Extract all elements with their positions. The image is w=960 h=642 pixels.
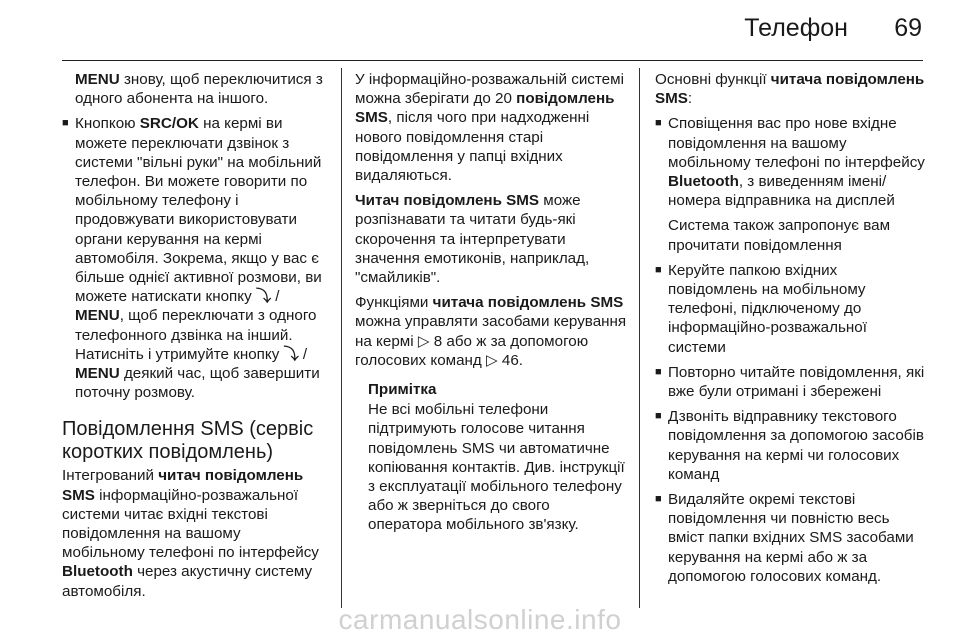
bold-term: читач повідомлень SMS — [62, 467, 304, 504]
text-run: знову, щоб переключитися з одного абонента на іншого. — [75, 71, 323, 108]
text-run: може розпізнавати та читати будь-які скорочення та інтерпретувати значення емотиконів, наприклад, "смайликів". — [355, 192, 590, 287]
text-run: Інтегрований — [62, 467, 159, 485]
paragraph-sms-reader — [62, 466, 324, 600]
bold-term: Bluetooth — [62, 563, 133, 581]
column-2 — [355, 70, 627, 535]
text-run: : — [687, 90, 693, 108]
header-divider — [62, 60, 923, 61]
text-run: , щоб переключати з одного телефонного дзвінка на інший. Натисніть і утримуйте кнопку — [75, 307, 317, 363]
bullet-delete: ■ Видаляйте окремі текстові повідомлення чи повністю весь вміст папки вхідних SMS засобами керування на кермі або ж за допомогою голосових команд. — [655, 490, 927, 586]
paragraph-menu-switch — [62, 70, 324, 108]
paragraph-sms-abbreviations — [355, 191, 627, 287]
text-run: / — [271, 288, 280, 306]
bullet-notification — [655, 114, 927, 210]
paragraph-offer-read: Система також запропонує вам прочитати повідомлення — [668, 217, 891, 254]
text-run: , після чого при надходженні нового повідомлення старі повідомлення у папці вхідних видаляються. — [355, 109, 590, 185]
page-number: 69 — [894, 14, 922, 42]
paragraph-main-functions — [655, 70, 927, 108]
text-run: інформаційно-розважальної системи читає вхідні текстові повідомлення на вашому мобільному телефоні по інтерфейсу — [62, 486, 319, 562]
bold-term: повідомлень SMS — [355, 90, 615, 127]
bullet-src-ok — [62, 114, 324, 402]
reference-arrow-icon: ▷ — [486, 351, 498, 369]
note-box — [368, 380, 627, 535]
watermark: carmanualsonline.info — [338, 604, 622, 635]
text-run: У інформаційно-розважальній системі можна зберігати до 20 — [355, 71, 624, 108]
text-run: / — [298, 345, 308, 363]
bold-term: SRC/OK — [139, 115, 199, 133]
text-run: 46. — [497, 351, 524, 369]
paragraph-sms-storage — [355, 70, 627, 185]
bold-term: MENU — [75, 307, 120, 325]
column-1 — [62, 70, 324, 607]
text-run: Сповіщення вас про нове вхідне повідомлення на вашому мобільному телефоні по інтерфейсу — [668, 115, 925, 171]
bullet-reread: ■ Повторно читайте повідомлення, які вже були отримані і збережені — [655, 363, 927, 401]
text-run: деякий час, щоб завершити поточну розмову. — [75, 365, 320, 402]
phone-hangup-icon: ⤵ — [283, 345, 299, 363]
bold-term: читача повідомлень SMS — [655, 71, 925, 108]
note-text: Не всі мобільні телефони підтримують голосове читання повідомлень SMS чи автоматичне копіювання контактів. Див. інструкції з експлуатації мобільного телефону або ж зверніться до свого оператора мобільного зв'язку. — [368, 401, 625, 534]
column-divider-2 — [639, 68, 640, 608]
bold-term: Читач повідомлень SMS — [355, 192, 540, 210]
header-title: Телефон — [744, 14, 848, 42]
bullet-call-sender: ■ Дзвоніть відправнику текстового повідомлення за допомогою засобів керування на кермі чи голосових команд — [655, 407, 927, 484]
text-run: Основні функції — [655, 71, 771, 88]
column-divider-1 — [341, 68, 342, 608]
phone-hangup-icon: ⤵ — [255, 288, 272, 306]
text-run: Функціями — [355, 294, 433, 312]
bold-term: читача повідомлень SMS — [432, 294, 624, 312]
reference-arrow-icon: ▷ — [417, 332, 430, 350]
text-run: через акустичну систему автомобіля. — [62, 563, 313, 600]
bullet-manage-inbox: ■ Керуйте папкою вхідних повідомлень на мобільному телефоні, підключеному до інформаційно-розважальної системи — [655, 261, 927, 357]
text-run: 8 або ж за допомогою голосових команд — [355, 332, 589, 369]
bold-term: MENU — [75, 71, 120, 88]
paragraph-sms-controls — [355, 293, 627, 370]
bold-term: Bluetooth — [668, 173, 739, 191]
text-run: , з виведенням імені/номера відправника на дисплей — [668, 173, 895, 210]
text-run: Кнопкою — [75, 115, 140, 133]
text-run: можна управляти засобами керування на кермі — [355, 313, 627, 350]
note-title: Примітка — [368, 381, 437, 399]
text-run: на кермі ви можете переключати дзвінок з системи "вільні руки" на мобільний телефон. Ви можете говорити по мобільному телефону і продовжувати використовувати органи керування на кермі автомобіля. Зокрема, якщо у вас є більше однієї активної розмови, ви можете натискати кнопку — [75, 115, 322, 306]
bold-term: MENU — [75, 365, 120, 383]
section-heading-sms: Повідомлення SMS (сервіс коротких повідомлень) — [62, 418, 314, 464]
column-3 — [655, 70, 927, 592]
